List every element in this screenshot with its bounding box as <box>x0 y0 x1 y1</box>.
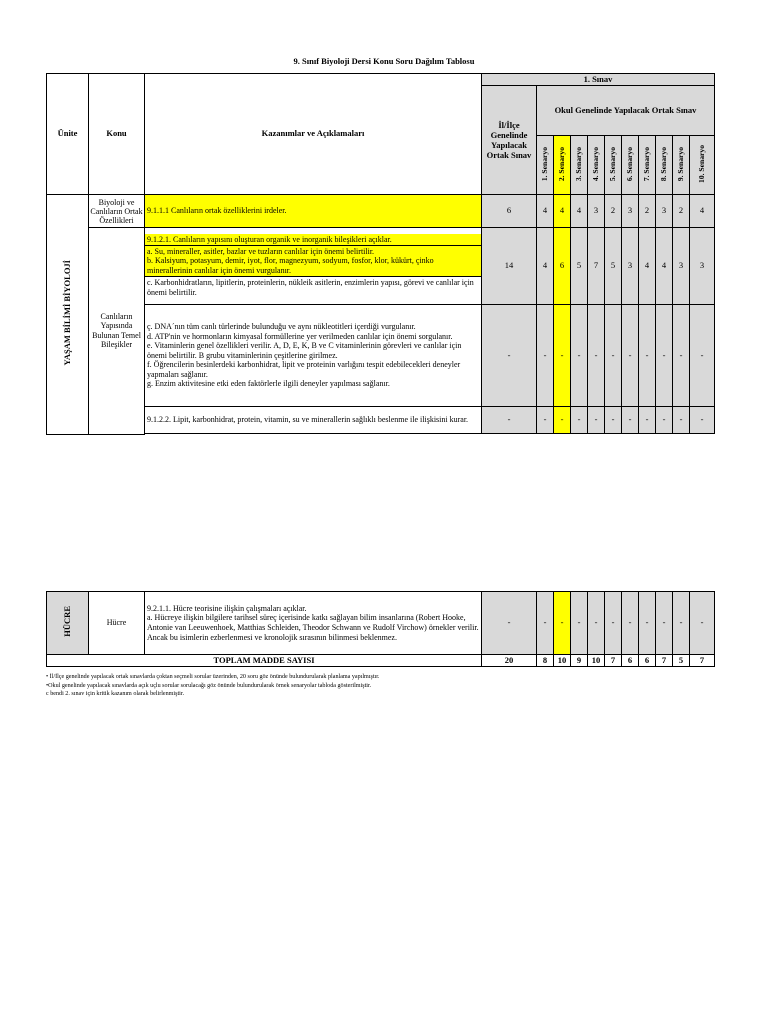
table-row <box>47 195 715 228</box>
table-row <box>47 592 715 655</box>
table-row <box>47 228 715 305</box>
il-value: 6 <box>482 195 537 228</box>
unit-cell-yasam: YAŞAM BİLİMİ BİYOLOJİ <box>47 195 89 435</box>
value-cell: - <box>571 407 588 434</box>
il-value: - <box>482 407 537 434</box>
value-cell: - <box>656 305 673 407</box>
kazanim-line: a. Hücreye ilişkin bilgilere tarihsel süreç içerisinde katkı sağlayan bilim insanlarına (Robert Hooke, Antonie van Leeuwenhoek, Matthias Schleiden, Theodor Schwann ve Rudolf Virchow) örnekler verilir. Ancak bu isimlerin ezberlenmesi ve kronolojik sırasının bilinmesi beklenmez. <box>147 613 479 642</box>
kazanim-cell <box>145 228 482 305</box>
topic-cell: Hücre <box>89 592 145 655</box>
value-cell: 2 <box>639 195 656 228</box>
value-cell: 2 <box>673 195 690 228</box>
value-cell: 3 <box>656 195 673 228</box>
senaryo-header-4: 4. Senaryo <box>588 136 605 195</box>
il-value: 14 <box>482 228 537 305</box>
kazanim-cell <box>145 305 482 407</box>
value-cell: - <box>690 592 715 655</box>
table-row <box>47 407 715 434</box>
senaryo-header-5: 5. Senaryo <box>605 136 622 195</box>
value-cell: 4 <box>554 195 571 228</box>
senaryo-header-3: 3. Senaryo <box>571 136 588 195</box>
header-sinav: 1. Sınav <box>482 74 715 86</box>
value-cell: 4 <box>656 228 673 305</box>
value-cell: 3 <box>622 228 639 305</box>
kazanim-line: g. Enzim aktivitesine etki eden faktörlerle ilgili deneyler yapılması sağlanır. <box>147 379 390 389</box>
value-cell: - <box>673 407 690 434</box>
value-cell: - <box>554 305 571 407</box>
value-cell: - <box>554 592 571 655</box>
value-cell: - <box>690 407 715 434</box>
kazanim-line: e. Vitaminlerin genel özellikleri verilir. A, D, E, K, B ve C vitaminlerinin görevleri ve canlılar için önemi belirtilir. B grubu vitaminlerinin çeşitlerine girilmez. <box>147 341 462 360</box>
value-cell: - <box>622 407 639 434</box>
value-cell: - <box>537 407 554 434</box>
value-cell: - <box>537 305 554 407</box>
value-cell: - <box>690 305 715 407</box>
kazanim-line: a. Su, mineraller, asitler, bazlar ve tuzların canlılar için önemi belirtilir. <box>147 246 375 256</box>
value-cell: 6 <box>554 228 571 305</box>
value-cell: 3 <box>622 195 639 228</box>
senaryo-header-6: 6. Senaryo <box>622 136 639 195</box>
value-cell: 5 <box>605 228 622 305</box>
value-cell: - <box>673 305 690 407</box>
total-il: 20 <box>482 655 537 667</box>
value-cell: - <box>588 407 605 434</box>
distribution-table-continued <box>46 591 715 667</box>
unit-cell-hucre: HÜCRE <box>47 592 89 655</box>
footnote: c bendi 2. sınav için kritik kazanım olarak belirlenmiştir. <box>46 691 185 698</box>
kazanim-line: c. Karbonhidratların, lipitlerin, proteinlerin, nükleik asitlerin, enzimlerin yapısı, görevi ve canlılar için önemi belirtilir. <box>147 278 474 297</box>
value-cell: - <box>639 305 656 407</box>
value-cell: - <box>605 305 622 407</box>
kazanim-cell: 9.1.2.2. Lipit, karbonhidrat, protein, vitamin, su ve minerallerin sağlıklı beslenme ile ilişkisini kurar. <box>145 407 482 434</box>
value-cell: - <box>639 407 656 434</box>
value-cell: 4 <box>537 228 554 305</box>
table-row <box>47 305 715 407</box>
footnote: •Okul genelinde yapılacak sınavlarda açık uçlu sorular sorulacağı göz önünde bulundurularak örnek senaryolar tabloda gösterilmiştir. <box>46 682 372 689</box>
kazanim-line: b. Kalsiyum, potasyum, demir, iyot, flor, magnezyum, sodyum, fosfor, klor, kükürt, çinko minerallerinin canlılar için önemi vurgulanır. <box>147 256 434 275</box>
value-cell: - <box>673 592 690 655</box>
value-cell: - <box>588 305 605 407</box>
footnotes <box>46 673 726 699</box>
value-cell: 3 <box>690 228 715 305</box>
topic-cell: Biyoloji ve Canlıların Ortak Özellikleri <box>89 195 145 228</box>
kazanim-cell <box>145 592 482 655</box>
kazanim-line: ç. DNA´nın tüm canlı türlerinde bulunduğu ve aynı nükleotitleri içerdiği vurgulanır. <box>147 321 416 331</box>
header-konu: Konu <box>89 74 145 195</box>
value-cell: - <box>605 592 622 655</box>
total-value: 6 <box>622 655 639 667</box>
value-cell: 7 <box>588 228 605 305</box>
header-kazanim: Kazanımlar ve Açıklamaları <box>145 74 482 195</box>
header-okul: Okul Genelinde Yapılacak Ortak Sınav <box>537 86 715 136</box>
value-cell: - <box>605 407 622 434</box>
value-cell: 2 <box>605 195 622 228</box>
kazanim-line: d. ATP'nin ve hormonların kimyasal formüllerine yer verilmeden canlılar için önemi sorgulanır. <box>147 331 453 341</box>
distribution-table <box>46 73 715 435</box>
senaryo-header-8: 8. Senaryo <box>656 136 673 195</box>
total-value: 7 <box>656 655 673 667</box>
topic-cell: Canlıların Yapısında Bulunan Temel Bileşikler <box>89 228 145 435</box>
kazanim-line: 9.1.2.1. Canlıların yapısını oluşturan organik ve inorganik bileşikleri açıklar. <box>145 234 481 246</box>
value-cell: - <box>656 592 673 655</box>
value-cell: 3 <box>673 228 690 305</box>
value-cell: - <box>656 407 673 434</box>
page-title: 9. Sınıf Biyoloji Dersi Konu Soru Dağılım Tablosu <box>293 56 475 66</box>
value-cell: 4 <box>690 195 715 228</box>
total-value: 7 <box>605 655 622 667</box>
total-value: 7 <box>690 655 715 667</box>
value-cell: - <box>571 592 588 655</box>
value-cell: - <box>622 592 639 655</box>
value-cell: - <box>554 407 571 434</box>
total-value: 10 <box>588 655 605 667</box>
kazanim-line: f. Öğrencilerin besinlerdeki karbonhidrat, lipit ve proteinin varlığını tespit edebilecekleri deneyler yapmaları sağlanır. <box>147 360 461 379</box>
total-row <box>47 655 715 667</box>
value-cell: 4 <box>571 195 588 228</box>
value-cell: - <box>537 592 554 655</box>
senaryo-header-7: 7. Senaryo <box>639 136 656 195</box>
value-cell: 4 <box>537 195 554 228</box>
value-cell: - <box>571 305 588 407</box>
total-value: 10 <box>554 655 571 667</box>
header-unite: Ünite <box>47 74 89 195</box>
senaryo-header-2: 2. Senaryo <box>554 136 571 195</box>
value-cell: - <box>639 592 656 655</box>
senaryo-header-10: 10. Senaryo <box>690 136 715 195</box>
kazanim-line: 9.2.1.1. Hücre teorisine ilişkin çalışmaları açıklar. <box>147 603 307 613</box>
header-il-ilce: İl/İlçe Genelinde Yapılacak Ortak Sınav <box>482 86 537 195</box>
total-label: TOPLAM MADDE SAYISI <box>47 655 482 667</box>
value-cell: 3 <box>588 195 605 228</box>
value-cell: - <box>588 592 605 655</box>
footnote: • İl/İlçe genelinde yapılacak ortak sınavlarda çoktan seçmeli sorular üzerinden, 20 soru göz önünde bulundurularak planlama yapılmıştır. <box>46 674 380 680</box>
kazanim-cell: 9.1.1.1 Canlıların ortak özelliklerini irdeler. <box>145 195 482 228</box>
il-value: - <box>482 305 537 407</box>
value-cell: 5 <box>571 228 588 305</box>
senaryo-header-9: 9. Senaryo <box>673 136 690 195</box>
total-value: 9 <box>571 655 588 667</box>
total-value: 6 <box>639 655 656 667</box>
value-cell: 4 <box>639 228 656 305</box>
total-value: 5 <box>673 655 690 667</box>
il-value: - <box>482 592 537 655</box>
total-value: 8 <box>537 655 554 667</box>
senaryo-header-1: 1. Senaryo <box>537 136 554 195</box>
value-cell: - <box>622 305 639 407</box>
